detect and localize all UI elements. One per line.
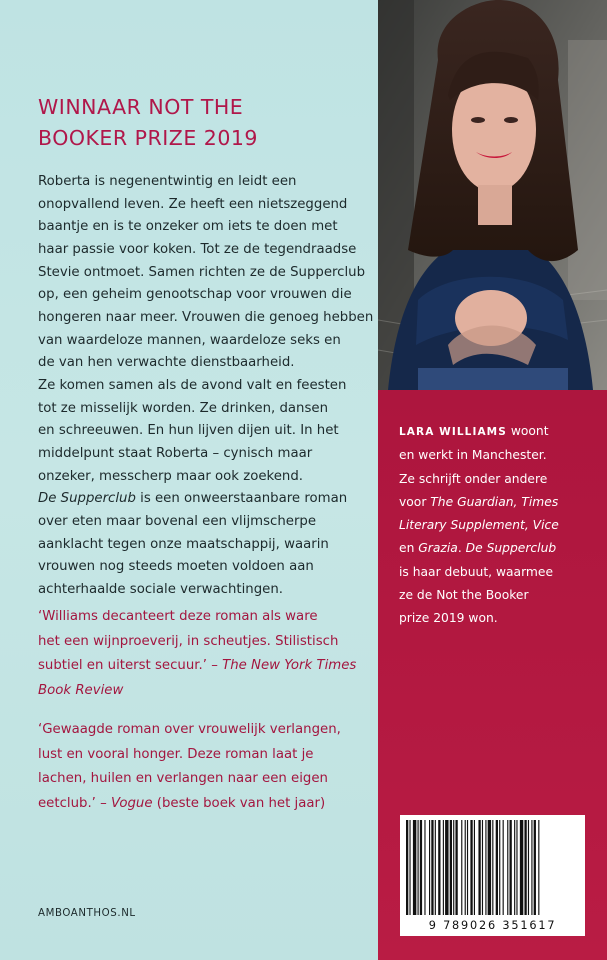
book-title-italic: De Supperclub xyxy=(465,541,557,556)
synopsis-line: haar passie voor koken. Tot ze de tegendraadse xyxy=(38,241,357,257)
synopsis-line: achterhaalde sociale verwachtingen. xyxy=(38,581,283,597)
synopsis-line: onzeker, messcherp maar ook zoekend. xyxy=(38,468,304,484)
quote-line xyxy=(38,679,373,704)
publication-italic: Literary Supplement, Vice xyxy=(399,518,559,533)
bio-line: en werkt in Manchester. xyxy=(399,448,547,463)
isbn-number: 9 789026 351617 xyxy=(428,919,557,932)
source-italic: Vogue xyxy=(111,795,153,811)
author-bio xyxy=(399,420,599,631)
synopsis-line: Stevie ontmoet. Samen richten ze de Supperclub xyxy=(38,264,366,280)
synopsis xyxy=(38,171,373,601)
review-quote-nyt xyxy=(38,605,373,703)
author-photo xyxy=(378,0,607,390)
book-title-italic: De Supperclub xyxy=(38,491,136,507)
quote-line: ‘Williams decanteert deze roman als ware xyxy=(38,609,318,624)
synopsis-line: aanklacht tegen onze maatschappij, waarin xyxy=(38,536,329,552)
synopsis-line: baantje en is te onzeker om iets te doen met xyxy=(38,219,338,235)
quote-line: ‘Gewaagde roman over vrouwelijk verlangen, xyxy=(38,722,341,737)
synopsis-line: tot ze misselijk worden. Ze drinken, dansen xyxy=(38,400,328,416)
bio-line: voor The Guardian, Times xyxy=(399,494,559,509)
bio-line xyxy=(399,514,599,537)
bio-line: prize 2019 won. xyxy=(399,611,498,626)
synopsis-line: onopvallend leven. Ze heeft een nietszeggend xyxy=(38,196,348,212)
bio-line: is haar debuut, waarmee xyxy=(399,564,554,579)
award-headline xyxy=(38,92,358,154)
synopsis-line: de van hen verwachte dienstbaarheid. xyxy=(38,355,295,371)
quote-line: het een wijnproeverij, in scheutjes. Stilistisch xyxy=(38,633,339,649)
source-italic: The New York Times xyxy=(222,658,357,673)
headline-line-2: BOOKER PRIZE 2019 xyxy=(38,126,258,150)
source-italic: Book Review xyxy=(38,682,124,698)
review-quote-vogue xyxy=(38,718,373,816)
synopsis-line: van waardeloze mannen, waardeloze seks en xyxy=(38,332,341,348)
barcode xyxy=(400,815,585,936)
synopsis-line: hongeren naar meer. Vrouwen die genoeg hebben xyxy=(38,309,374,325)
synopsis-line: en schreeuwen. En hun lijven dijen uit. In het xyxy=(38,423,339,439)
synopsis-line: middelpunt staat Roberta – cynisch maar xyxy=(38,445,313,461)
right-panel xyxy=(378,0,607,960)
publication-italic: The Guardian, Times xyxy=(430,494,559,509)
publisher-url: AMBOANTHOS.NL xyxy=(38,908,136,919)
synopsis-line: Roberta is negenentwintig en leidt een xyxy=(38,174,297,189)
quote-line: lust en vooral honger. Deze roman laat je xyxy=(38,746,314,762)
bio-line: ze de Not the Booker xyxy=(399,588,529,603)
author-name: LARA WILLIAMS xyxy=(399,426,507,438)
headline-line-1: WINNAAR NOT THE xyxy=(38,95,244,119)
quote-line: lachen, huilen en verlangen naar een eigen xyxy=(38,771,328,786)
bio-line: LARA WILLIAMS woont xyxy=(399,424,549,438)
quote-line: subtiel en uiterst secuur.’ – The New York Times xyxy=(38,658,357,673)
synopsis-line: over eten maar bovenal een vlijmscherpe xyxy=(38,513,317,529)
bio-line: Ze schrijft onder andere xyxy=(399,471,548,486)
synopsis-line: vrouwen nog steeds moeten voldoen aan xyxy=(38,559,314,575)
synopsis-line: De Supperclub is een onweerstaanbare roman xyxy=(38,491,348,507)
bio-line: en Grazia. De Supperclub xyxy=(399,541,557,556)
publication-italic: Grazia xyxy=(418,541,458,556)
synopsis-line: Ze komen samen als de avond valt en feesten xyxy=(38,377,347,393)
barcode-bars xyxy=(406,820,579,915)
quote-line: eetclub.’ – Vogue (beste boek van het jaar) xyxy=(38,795,326,811)
synopsis-line: op, een geheim genootschap voor vrouwen die xyxy=(38,287,352,303)
